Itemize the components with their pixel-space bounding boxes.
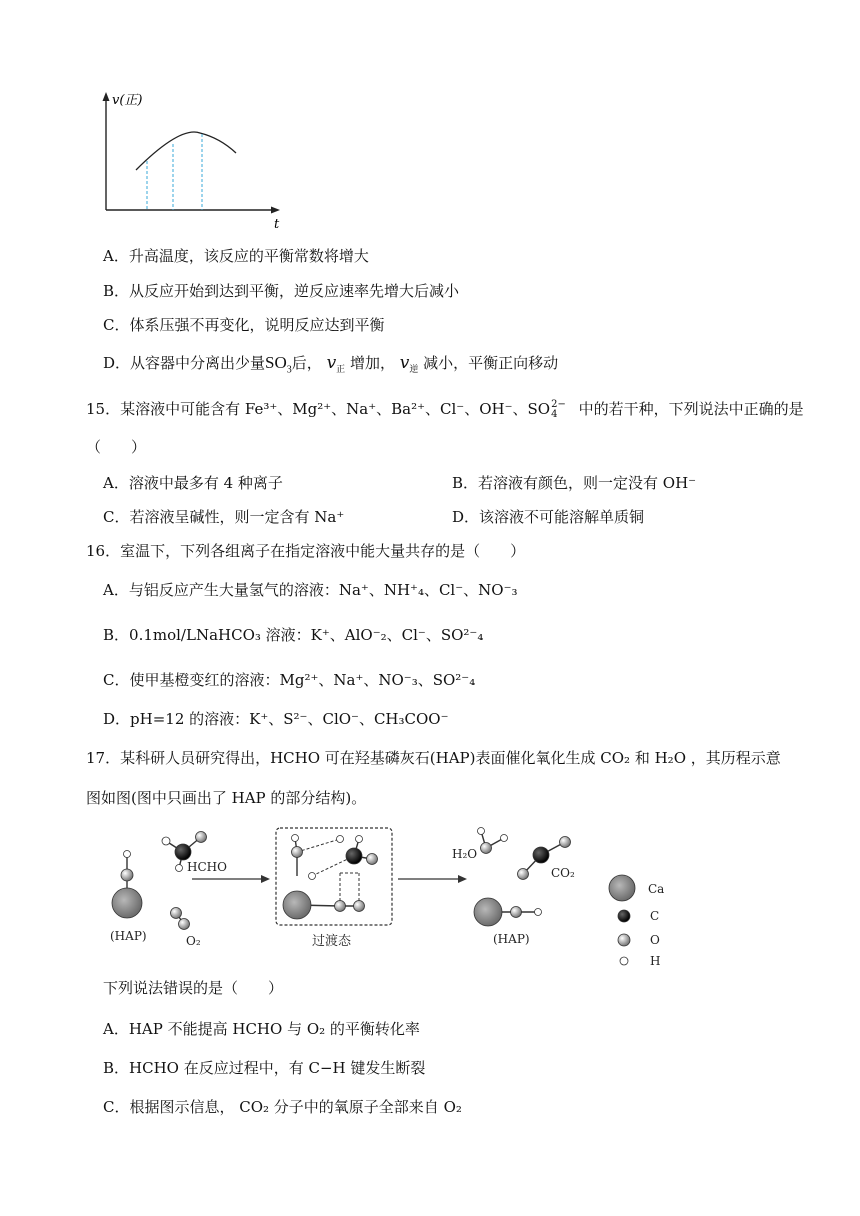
- velocity-time-graph: [92, 88, 292, 233]
- q15-stem: 15．某溶液中可能含有 Fe³⁺、Mg²⁺、Na⁺、Ba²⁺、Cl⁻、OH⁻、SO 2− 4 中的若干种，下列说法中正确的是: [86, 399, 804, 420]
- reaction-mechanism-figure: [100, 818, 700, 970]
- q17-option-a: A．HAP 不能提高 HCHO 与 O₂ 的平衡转化率: [103, 1020, 420, 1038]
- q17-question: 下列说法错误的是（ ）: [103, 979, 284, 997]
- q14-option-c: C．体系压强不再变化，说明反应达到平衡: [103, 316, 385, 334]
- q15-option-a: A．溶液中最多有 4 种离子: [103, 474, 283, 492]
- graph-y-label: v(正): [112, 93, 143, 108]
- label-co2: CO₂: [551, 866, 575, 880]
- legend-h: H: [650, 954, 661, 968]
- q14-option-a: A．升高温度，该反应的平衡常数将增大: [103, 247, 369, 265]
- q16-option-a: A．与铝反应产生大量氢气的溶液：Na⁺、NH⁺₄、Cl⁻、NO⁻₃: [103, 581, 518, 599]
- q17-option-b: B．HCHO 在反应过程中，有 C−H 键发生断裂: [103, 1059, 426, 1077]
- q15-paren: （ ）: [86, 438, 147, 456]
- label-hap-left: (HAP): [110, 929, 147, 943]
- q14-option-d: D．从容器中分离出少量$SO_3$后， $v_正$ 增加， $v_逆$ 减小，平衡正向移动: [103, 353, 559, 376]
- legend-o: O: [650, 933, 660, 947]
- label-hcho: HCHO: [187, 860, 227, 874]
- label-hap-right: (HAP): [493, 932, 530, 946]
- label-transition-state: 过渡态: [312, 934, 352, 949]
- q15-option-c: C．若溶液呈碱性，则一定含有 Na⁺: [103, 508, 345, 526]
- label-o2: O₂: [186, 934, 201, 948]
- legend-c: C: [650, 909, 660, 923]
- label-h2o: H₂O: [452, 847, 478, 861]
- q17-stem-line1: 17．某科研人员研究得出，HCHO 可在羟基磷灰石(HAP)表面催化氧化生成 CO₂ 和 H₂O ，其历程示意: [86, 749, 781, 767]
- legend-ca: Ca: [648, 882, 665, 896]
- q16-stem: 16．室温下，下列各组离子在指定溶液中能大量共存的是（ ）: [86, 542, 526, 560]
- q17-stem-line2: 图如图(图中只画出了 HAP 的部分结构)。: [86, 789, 367, 807]
- q17-option-c: C．根据图示信息， CO₂ 分子中的氧原子全部来自 O₂: [103, 1098, 462, 1116]
- q16-option-b: B．0.1mol/LNaHCO₃ 溶液：K⁺、AlO⁻₂、Cl⁻、SO²⁻₄: [103, 626, 484, 644]
- q16-option-d: D．pH=12 的溶液：K⁺、S²⁻、ClO⁻、CH₃COO⁻: [103, 710, 449, 728]
- graph-x-label: t: [274, 217, 280, 232]
- q15-option-d: D．该溶液不可能溶解单质铜: [452, 508, 645, 526]
- q15-option-b: B．若溶液有颜色，则一定没有 OH⁻: [452, 474, 697, 492]
- q16-option-c: C．使甲基橙变红的溶液：Mg²⁺、Na⁺、NO⁻₃、SO²⁻₄: [103, 671, 476, 689]
- q14-option-b: B．从反应开始到达到平衡，逆反应速率先增大后减小: [103, 282, 460, 300]
